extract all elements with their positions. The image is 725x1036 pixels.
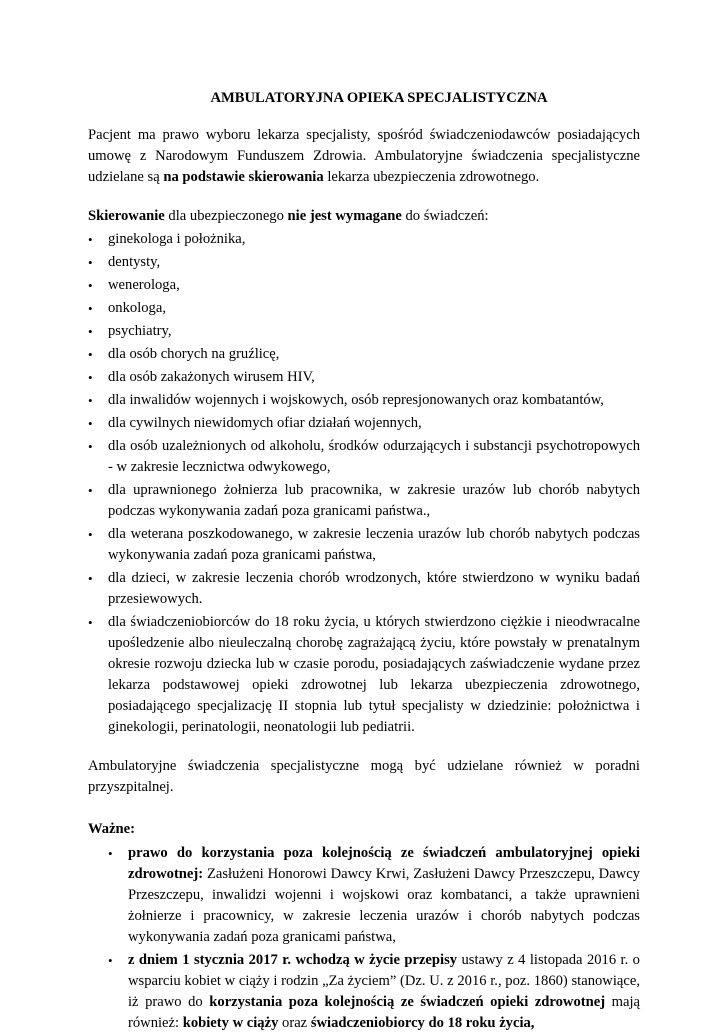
important-item1-bold: prawo do korzystania poza kolejnością ze świadczeń ambulatoryjnej opieki zdrowotnej: [128,845,640,882]
list-item [88,843,640,948]
list-item [88,344,640,365]
document-title: AMBULATORYJNA OPIEKA SPECJALISTYCZNA [210,90,548,106]
list-item-text: dentysty, [108,254,161,270]
bullet-icon: • [88,255,93,270]
bullet-icon: • [88,439,93,454]
bullet-icon: • [88,324,93,339]
bullet-icon: • [108,953,113,968]
list-item [88,298,640,319]
important-item2-bold-2: korzystania poza kolejnością ze świadczeń opieki zdrowotnej [209,994,606,1010]
important-item2-text-2: mają również: [128,994,640,1031]
list-item-text: dla osób zakażonych wirusem HIV, [108,369,315,385]
referral-lead-bold-1: Skierowanie [88,208,165,224]
referral-list [88,229,640,738]
important-heading: Ważne: [88,821,136,837]
bullet-icon: • [88,416,93,431]
important-list [88,843,640,1034]
bullet-icon: • [88,347,93,362]
list-item [88,275,640,296]
document-page [88,78,640,1036]
list-item [88,321,640,342]
bullet-icon: • [88,301,93,316]
referral-lead-end: do świadczeń: [401,208,489,224]
bullet-icon: • [88,571,93,586]
list-item [88,229,640,250]
list-item-text: ginekologa i położnika, [108,231,246,247]
hospital-note: Ambulatoryjne świadczenia specjalistyczne mogą być udzielane również w poradni przyszpitalnej. [88,758,640,795]
referral-lead-bold-2: nie jest wymagane [287,208,402,224]
bullet-icon: • [88,278,93,293]
list-item-text: dla osób uzależnionych od alkoholu, środków odurzających i substancji psychotropowych - w zakresie lecznictwa odwykowego, [108,438,640,475]
list-item-text: dla świadczeniobiorców do 18 roku życia, u których stwierdzono ciężkie i nieodwracalne upośledzenie albo nieuleczalną chorobę zagrażającą życiu, które powstały w prenatalnym okresie rozwoju dziecka lub w czasie porodu, posiadających zaświadczenie wydane przez lekarza podstawowej opieki zdrowotnej lub lekarza ubezpieczenia zdrowotnego, posiadającego specjalizację II stopnia lub tytuł specjalisty w dziedzinie: położnictwa i ginekologii, perinatologii, neonatologii lub pediatrii. [108,614,640,735]
list-item [88,413,640,434]
important-item1-text: Zasłużeni Honorowi Dawcy Krwi, Zasłużeni Dawcy Przeszczepu, Dawcy Przeszczepu, inwalidzi wojenni i wojskowi oraz kombatanci, a także uprawnieni żołnierze i pracownicy, w zakresie leczenia urazów i chorób nabytych podczas wykonywania zadań poza granicami państwa, [128,866,640,945]
list-item [88,524,640,566]
intro-text-2: lekarza ubezpieczenia zdrowotnego. [323,169,540,185]
bullet-icon: • [88,615,93,630]
list-item-text: dla uprawnionego żołnierza lub pracownika, w zakresie urazów lub chorób nabytych podczas wykonywania zadań poza granicami państwa., [108,482,640,519]
list-item [88,367,640,388]
list-item-text: psychiatry, [108,323,172,339]
bullet-icon: • [88,232,93,247]
list-item [88,950,640,1034]
intro-text-1: Pacjent ma prawo wyboru lekarza specjalisty, spośród świadczeniodawców posiadających umowę z Narodowym Funduszem Zdrowia. Ambulatoryjne świadczenia specjalistyczne udzielane są [88,127,640,185]
list-item-text: dla cywilnych niewidomych ofiar działań wojennych, [108,415,422,431]
bullet-icon: • [88,393,93,408]
list-item [88,568,640,610]
list-item-text: dla osób chorych na gruźlicę, [108,346,280,362]
bullet-icon: • [108,846,113,861]
list-item [88,612,640,738]
important-item2-text-3: oraz [278,1015,311,1031]
important-item2-bold-1: z dniem 1 stycznia 2017 r. wchodzą w życie przepisy [128,952,458,968]
bullet-icon: • [88,483,93,498]
list-item [88,390,640,411]
list-item [88,436,640,478]
list-item-text: dla weterana poszkodowanego, w zakresie leczenia urazów lub chorób nabytych podczas wykonywania zadań poza granicami państwa, [108,526,640,563]
important-item2-text-1: ustawy z 4 listopada 2016 r. o wsparciu kobiet w ciąży i rodzin „Za życiem” (Dz. U. z 2016 r., poz. 1860) stanowiące, iż prawo do [128,952,640,1010]
important-item2-bold-3: kobiety w ciąży [182,1015,279,1031]
list-item-text: dla inwalidów wojennych i wojskowych, osób represjonowanych oraz kombatantów, [108,392,604,408]
important-item2-bold-4: świadczeniobiorcy do 18 roku życia, [310,1015,535,1031]
list-item-text: wenerologa, [108,277,180,293]
intro-bold: na podstawie skierowania [163,169,324,185]
referral-lead [88,206,640,227]
bullet-icon: • [88,370,93,385]
bullet-icon: • [88,527,93,542]
list-item [88,252,640,273]
referral-lead-mid: dla ubezpieczonego [164,208,288,224]
list-item-text: dla dzieci, w zakresie leczenia chorób wrodzonych, które stwierdzono w wyniku badań przesiewowych. [108,570,640,607]
intro-paragraph [88,125,640,188]
list-item-text: onkologa, [108,300,166,316]
list-item [88,480,640,522]
